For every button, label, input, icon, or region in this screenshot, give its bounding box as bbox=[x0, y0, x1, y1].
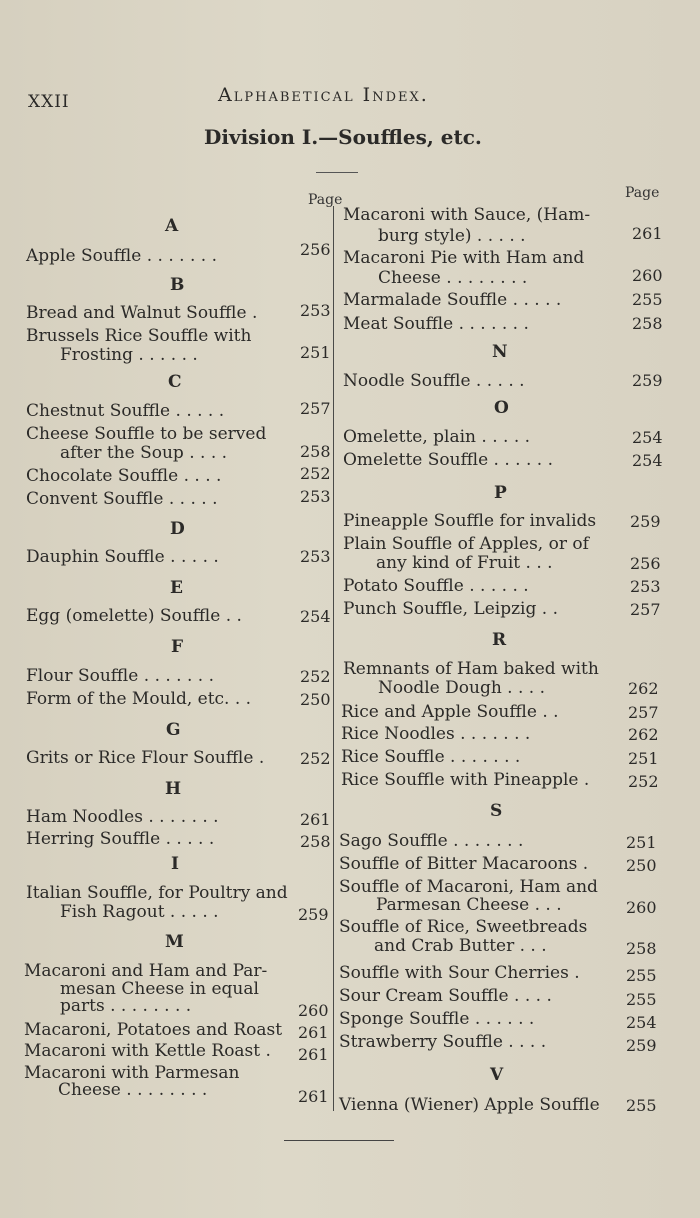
page-ref: 250 bbox=[626, 856, 657, 875]
index-entry: Vienna (Wiener) Apple Souffle bbox=[339, 1095, 600, 1115]
index-entry: Rice Souffle with Pineapple . bbox=[341, 770, 590, 790]
section-letter-g: G bbox=[166, 720, 181, 740]
index-entry-continued: Cheese . . . . . . . . bbox=[378, 268, 528, 288]
page-ref: 257 bbox=[630, 600, 661, 619]
index-entry: Macaroni, Potatoes and Roast bbox=[24, 1020, 283, 1040]
title-rule bbox=[316, 172, 358, 173]
section-letter-o: O bbox=[494, 398, 509, 418]
index-entry: Form of the Mould, etc. . . bbox=[26, 689, 252, 709]
index-entry: Macaroni with Sauce, (Ham- bbox=[343, 205, 591, 225]
index-entry: Sponge Souffle . . . . . . bbox=[339, 1009, 535, 1029]
index-entry: Souffle of Macaroni, Ham and bbox=[339, 877, 598, 897]
index-entry: Marmalade Souffle . . . . . bbox=[343, 290, 562, 310]
page-ref: 257 bbox=[628, 703, 659, 722]
left-page-heading: Page bbox=[308, 192, 343, 208]
index-entry: Sour Cream Souffle . . . . bbox=[339, 986, 552, 1006]
section-letter-c: C bbox=[168, 372, 182, 392]
page-ref: 258 bbox=[626, 939, 657, 958]
index-entry: Macaroni and Ham and Par- bbox=[24, 961, 268, 981]
index-entry: Plain Souffle of Apples, or of bbox=[343, 534, 589, 554]
index-entry: Apple Souffle . . . . . . . bbox=[26, 246, 218, 266]
index-entry: Macaroni with Kettle Roast . bbox=[24, 1041, 271, 1061]
index-entry: Strawberry Souffle . . . . bbox=[339, 1032, 547, 1052]
page-ref: 254 bbox=[300, 607, 331, 626]
index-entry: Omelette, plain . . . . . bbox=[343, 427, 531, 447]
index-entry: Meat Souffle . . . . . . . bbox=[343, 314, 529, 334]
page-ref: 255 bbox=[626, 966, 657, 985]
page-ref: 252 bbox=[628, 772, 659, 791]
running-title: Alphabetical Index. bbox=[218, 84, 429, 106]
page-ref: 261 bbox=[298, 1087, 329, 1106]
page-ref: 259 bbox=[298, 905, 329, 924]
index-entry: Convent Souffle . . . . . bbox=[26, 489, 218, 509]
column-divider bbox=[333, 206, 334, 1111]
page-ref: 255 bbox=[626, 1096, 657, 1115]
page-ref: 251 bbox=[628, 749, 659, 768]
page-ref: 251 bbox=[300, 343, 331, 362]
index-entry-continued: burg style) . . . . . bbox=[378, 226, 526, 246]
page-ref: 261 bbox=[298, 1045, 329, 1064]
page-ref: 250 bbox=[300, 690, 331, 709]
index-entry: Souffle of Rice, Sweetbreads bbox=[339, 917, 588, 937]
section-letter-n: N bbox=[492, 342, 508, 362]
index-entry: Pineapple Souffle for invalids bbox=[343, 511, 597, 531]
index-entry-continued: and Crab Butter . . . bbox=[374, 936, 547, 956]
section-letter-h: H bbox=[165, 779, 182, 799]
index-entry-continued: Noodle Dough . . . . bbox=[378, 678, 546, 698]
index-entry: Omelette Souffle . . . . . . bbox=[343, 450, 553, 470]
page-ref: 254 bbox=[626, 1013, 657, 1032]
index-entry: Macaroni Pie with Ham and bbox=[343, 248, 585, 268]
section-letter-b: B bbox=[170, 275, 185, 295]
section-letter-a: A bbox=[165, 216, 179, 236]
page-ref: 261 bbox=[298, 1023, 329, 1042]
index-entry: Potato Souffle . . . . . . bbox=[343, 576, 529, 596]
page-ref: 256 bbox=[300, 240, 331, 259]
index-entry: Brussels Rice Souffle with bbox=[26, 326, 252, 346]
page-ref: 260 bbox=[298, 1001, 329, 1020]
index-entry: Sago Souffle . . . . . . . bbox=[339, 831, 524, 851]
page-ref: 251 bbox=[626, 833, 657, 852]
index-entry: Herring Souffle . . . . . bbox=[26, 829, 215, 849]
index-entry: Bread and Walnut Souffle . bbox=[26, 303, 258, 323]
index-entry-continued: Fish Ragout . . . . . bbox=[60, 902, 219, 922]
section-letter-s: S bbox=[490, 801, 503, 821]
index-entry: Chestnut Souffle . . . . . bbox=[26, 401, 225, 421]
page-ref: 252 bbox=[300, 749, 331, 768]
index-entry: Souffle with Sour Cherries . bbox=[339, 963, 580, 983]
page-ref: 253 bbox=[630, 577, 661, 596]
page-ref: 253 bbox=[300, 301, 331, 320]
page-ref: 261 bbox=[632, 224, 663, 243]
index-entry: Noodle Souffle . . . . . bbox=[343, 371, 525, 391]
page-ref: 253 bbox=[300, 547, 331, 566]
section-letter-f: F bbox=[171, 637, 184, 657]
page-ref: 260 bbox=[626, 898, 657, 917]
index-entry: Dauphin Souffle . . . . . bbox=[26, 547, 219, 567]
index-entry-continued: parts . . . . . . . . bbox=[60, 996, 192, 1016]
page-ref: 258 bbox=[300, 832, 331, 851]
division-title: Division I.—Souffles, etc. bbox=[204, 125, 482, 149]
index-entry: Macaroni with Parmesan bbox=[24, 1063, 240, 1083]
page-ref: 259 bbox=[626, 1036, 657, 1055]
index-entry: Egg (omelette) Souffle . . bbox=[26, 606, 242, 626]
index-entry: Ham Noodles . . . . . . . bbox=[26, 807, 219, 827]
page-ref: 259 bbox=[630, 512, 661, 531]
page-ref: 255 bbox=[632, 290, 663, 309]
index-entry: Rice and Apple Souffle . . bbox=[341, 702, 559, 722]
index-entry: Rice Souffle . . . . . . . bbox=[341, 747, 521, 767]
page-ref: 261 bbox=[300, 810, 331, 829]
index-entry-continued: after the Soup . . . . bbox=[60, 443, 228, 463]
index-entry: Grits or Rice Flour Souffle . bbox=[26, 748, 265, 768]
bottom-rule bbox=[284, 1140, 394, 1141]
index-entry: Punch Souffle, Leipzig . . bbox=[343, 599, 558, 619]
index-entry: Souffle of Bitter Macaroons . bbox=[339, 854, 589, 874]
index-entry: Chocolate Souffle . . . . bbox=[26, 466, 222, 486]
index-entry-continued: Cheese . . . . . . . . bbox=[58, 1080, 208, 1100]
page-ref: 253 bbox=[300, 487, 331, 506]
section-letter-i: I bbox=[171, 854, 179, 874]
index-entry: Remnants of Ham baked with bbox=[343, 659, 599, 679]
page-ref: 254 bbox=[632, 428, 663, 447]
page-ref: 252 bbox=[300, 667, 331, 686]
section-letter-d: D bbox=[170, 519, 185, 539]
section-letter-e: E bbox=[170, 578, 183, 598]
section-letter-v: V bbox=[490, 1065, 504, 1085]
index-entry-continued: Parmesan Cheese . . . bbox=[376, 895, 562, 915]
page-ref: 254 bbox=[632, 451, 663, 470]
page-ref: 257 bbox=[300, 399, 331, 418]
index-entry-continued: any kind of Fruit . . . bbox=[376, 553, 553, 573]
index-entry-continued: mesan Cheese in equal bbox=[60, 979, 259, 999]
page-ref: 258 bbox=[632, 314, 663, 333]
page-ref: 259 bbox=[632, 371, 663, 390]
page-ref: 255 bbox=[626, 990, 657, 1009]
page-ref: 258 bbox=[300, 442, 331, 461]
index-entry: Italian Souffle, for Poultry and bbox=[26, 883, 288, 903]
section-letter-r: R bbox=[492, 630, 507, 650]
index-entry-continued: Frosting . . . . . . bbox=[60, 345, 198, 365]
section-letter-m: M bbox=[165, 932, 184, 952]
index-entry: Rice Noodles . . . . . . . bbox=[341, 724, 531, 744]
page-ref: 252 bbox=[300, 464, 331, 483]
page-number: XXII bbox=[28, 92, 70, 112]
page-ref: 262 bbox=[628, 679, 659, 698]
index-entry: Flour Souffle . . . . . . . bbox=[26, 666, 215, 686]
section-letter-p: P bbox=[494, 483, 507, 503]
page-ref: 262 bbox=[628, 725, 659, 744]
index-entry: Cheese Souffle to be served bbox=[26, 424, 267, 444]
page-ref: 256 bbox=[630, 554, 661, 573]
right-page-heading: Page bbox=[625, 185, 660, 201]
page-ref: 260 bbox=[632, 266, 663, 285]
